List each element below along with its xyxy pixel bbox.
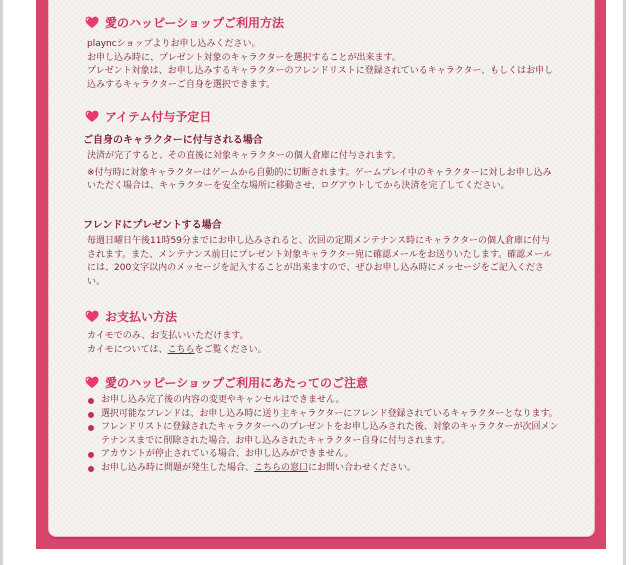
- heart-icon: [85, 310, 99, 323]
- payment-heading-text: お支払い方法: [105, 310, 178, 324]
- usage-heading: [85, 14, 284, 31]
- self-character-caution: ※付与時に対象キャラクターはゲームから自動的に切断されます。ゲームプレイ中のキャラクターに対しお申し込みいただく場合は、キャラクターを安全な場所に移動させ、ログアウトしてから決済を完了してください。: [87, 167, 552, 191]
- friend-present-body: [87, 235, 557, 289]
- right-page-rule: [623, 0, 626, 565]
- contact-window-link[interactable]: こちらの窓口: [254, 462, 309, 473]
- self-character-subheading: ご自身のキャラクターに付与される場合: [83, 135, 263, 146]
- payment-body: [87, 330, 557, 357]
- notice-list: [87, 394, 562, 475]
- left-page-rule: [0, 0, 3, 565]
- usage-line-2: お申し込み時に、プレゼント対象のキャラクターを選択することが出来ます。: [87, 52, 401, 63]
- notice-heading: [85, 374, 368, 391]
- heart-icon: [85, 110, 99, 123]
- content-panel: [48, 0, 595, 537]
- heart-icon: [85, 376, 99, 389]
- schedule-heading-text: アイテム付与予定日: [105, 110, 212, 124]
- list-item: お申し込み完了後の内容の変更やキャンセルはできません。: [87, 394, 562, 408]
- self-character-body: [87, 150, 557, 194]
- payment-line-2: [87, 344, 557, 358]
- friend-present-subheading: フレンドにプレゼントする場合: [83, 220, 222, 231]
- usage-line-3: プレゼント対象は、お申し込みするキャラクターのフレンドリストに登録されているキャラクター、もしくはお申し込みするキャラクターご自身を選択できます。: [87, 66, 554, 90]
- usage-line-1: playncショップよりお申し込みください。: [87, 39, 261, 49]
- notice-heading-text: 愛のハッピーショップご利用にあたってのご注意: [105, 376, 369, 390]
- self-character-line-1: 決済が完了すると、その直後に対象キャラクターの個人倉庫に付与されます。: [87, 151, 402, 161]
- list-item: 選択可能なフレンドは、お申し込み時に送り主キャラクターにフレンド登録されているキャラクターとなります。: [87, 408, 562, 422]
- list-item: アカウントが停止されている場合、お申し込みができません。: [87, 448, 562, 462]
- contact-prefix: お申し込み時に問題が発生した場合、: [101, 462, 255, 473]
- payment-line-2-suffix: をご覧ください。: [194, 344, 267, 355]
- payment-heading: [85, 308, 177, 325]
- list-item: フレンドリストに登録されたキャラクターへのプレゼントをお申し込みされた後、対象のキャラクターが次回メンテナンスまでに削除された場合、お申し込みされたキャラクター自身に付与されます。: [87, 421, 562, 448]
- contact-suffix: にお問い合わせください。: [308, 462, 417, 473]
- heart-icon: [85, 16, 99, 29]
- usage-heading-text: 愛のハッピーショップご利用方法: [105, 16, 285, 30]
- payment-line-1: カイモでのみ、お支払いいただけます。: [87, 331, 249, 341]
- list-item: [87, 462, 562, 476]
- friend-present-text: 毎週日曜日午後11時59分までにお申し込みされると、次回の定期メンテナンス時にキャラクターの個人倉庫に付与されます。また、メンテナンス前日にプレゼント対象キャラクター宛に確認メールをお送りいたします。確認メールには、200文字以内のメッセージを記入することが出来ますので、ぜひお申し込み時にメッセージをご記入ください。: [87, 236, 552, 287]
- payment-line-2-prefix: カイモについては、: [87, 344, 168, 355]
- kaimo-info-link[interactable]: こちら: [167, 344, 195, 355]
- usage-body: [87, 38, 557, 92]
- schedule-heading: [85, 108, 211, 125]
